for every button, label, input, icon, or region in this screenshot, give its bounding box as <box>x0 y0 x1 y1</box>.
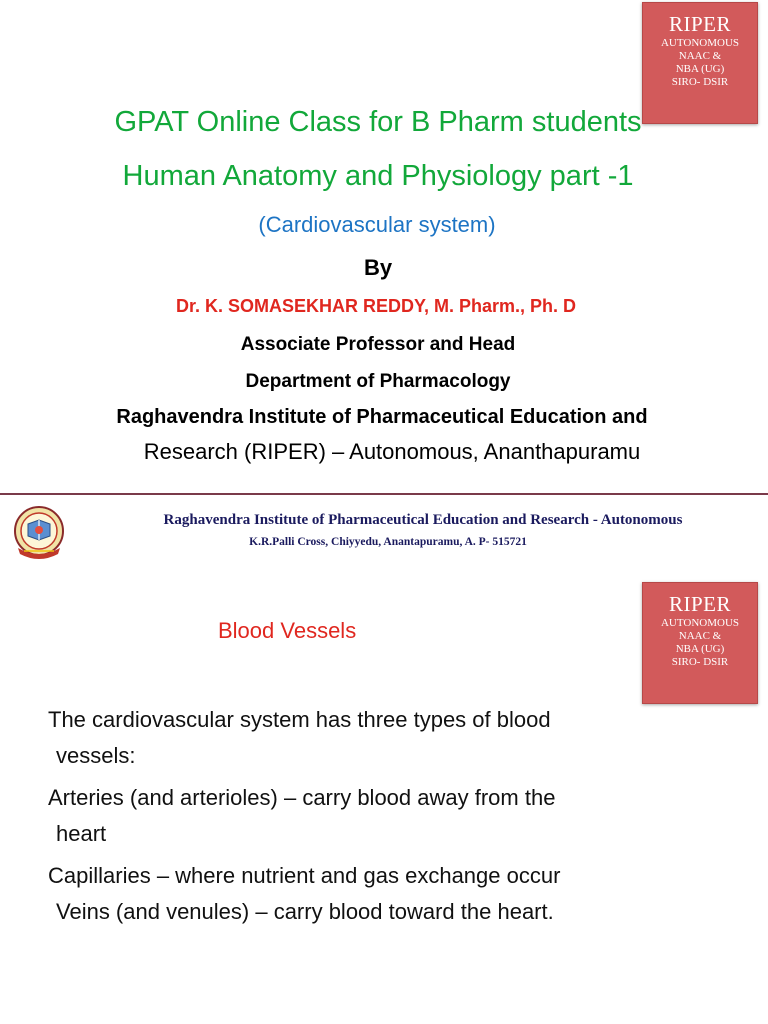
institute-line-2: Research (RIPER) – Autonomous, Ananthapuramu <box>143 439 641 464</box>
topic-subtitle: (Cardiovascular system) <box>258 212 496 237</box>
author-department: Department of Pharmacology <box>245 371 511 392</box>
slide-heading: Blood Vessels <box>218 618 357 643</box>
badge-line: NAAC & <box>678 630 722 642</box>
body-line: The cardiovascular system has three types of blood <box>48 707 551 732</box>
riper-badge <box>642 582 758 704</box>
badge-line: AUTONOMOUS <box>660 37 740 49</box>
body-line: Arteries (and arterioles) – carry blood away from the <box>48 785 556 810</box>
content-slide <box>0 572 768 1024</box>
author-name: Dr. K. SOMASEKHAR REDDY, M. Pharm., Ph. D <box>175 296 577 316</box>
body-line: Veins (and venules) – carry blood toward the heart. <box>56 899 554 924</box>
badge-line: NBA (UG) <box>675 63 725 75</box>
body-line: vessels: <box>56 743 136 768</box>
by-label: By <box>363 255 393 280</box>
footer-divider <box>0 493 768 495</box>
badge-line: SIRO- DSIR <box>671 656 729 668</box>
badge-line: SIRO- DSIR <box>671 76 729 88</box>
badge-line: AUTONOMOUS <box>660 617 740 629</box>
subject-title: Human Anatomy and Physiology part -1 <box>122 160 634 192</box>
badge-line: NBA (UG) <box>675 643 725 655</box>
author-position: Associate Professor and Head <box>240 334 516 355</box>
footer-institute-name: Raghavendra Institute of Pharmaceutical Education and Research - Autonomous <box>163 512 683 528</box>
badge-title: RIPER <box>668 12 731 36</box>
institute-logo-icon <box>10 504 68 562</box>
course-title: GPAT Online Class for B Pharm students <box>114 106 642 138</box>
body-line: heart <box>56 821 107 846</box>
institute-footer <box>0 492 768 572</box>
badge-title: RIPER <box>668 592 731 616</box>
institute-line-1: Raghavendra Institute of Pharmaceutical Education and <box>116 406 648 428</box>
body-line: Capillaries – where nutrient and gas exchange occur <box>48 863 561 888</box>
slide-body <box>48 702 728 930</box>
title-slide <box>0 0 768 492</box>
footer-address: K.R.Palli Cross, Chiyyedu, Anantapuramu, A. P- 515721 <box>249 536 527 548</box>
badge-line: NAAC & <box>678 50 722 62</box>
